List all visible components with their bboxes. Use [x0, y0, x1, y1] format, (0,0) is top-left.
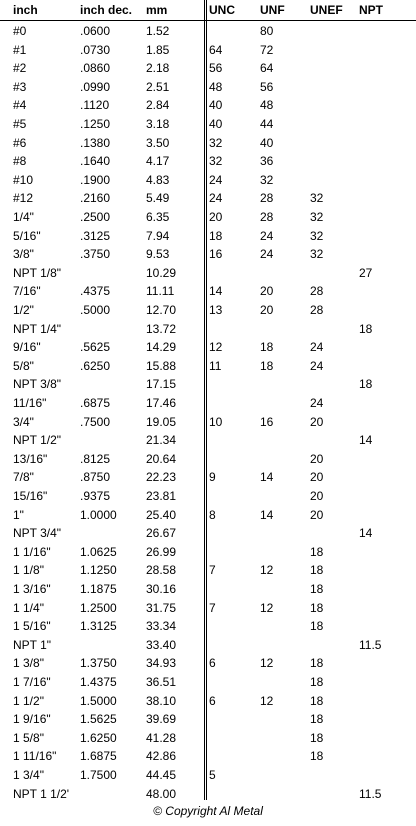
cell-unc: 14 [209, 284, 223, 299]
cell-unef: 24 [310, 358, 324, 373]
cell-inch: 5/16" [13, 228, 41, 243]
cell-inch: NPT 1" [13, 637, 52, 652]
cell-unef: 24 [310, 340, 324, 355]
cell-mm: 36.51 [146, 675, 177, 689]
cell-mm: 26.67 [146, 526, 177, 541]
cell-mm: 30.16 [146, 582, 177, 596]
cell-unf: 28 [260, 191, 274, 206]
header-unef: UNEF [310, 3, 343, 17]
cell-unf: 12 [260, 600, 274, 615]
cell-unf: 44 [260, 117, 274, 131]
cell-mm: 42.86 [146, 749, 177, 764]
cell-mm: 4.83 [146, 172, 170, 187]
cell-inch: 1/4" [13, 210, 34, 224]
cell-unef: 18 [310, 675, 324, 689]
cell-unf: 14 [260, 507, 274, 522]
cell-unf: 72 [260, 42, 274, 57]
cell-inch: 1 1/2" [13, 693, 44, 708]
cell-unf: 28 [260, 210, 274, 224]
copyright-footer: © Copyright Al Metal [153, 804, 263, 818]
cell-inch-decimal: .0990 [80, 79, 111, 94]
cell-mm: 41.28 [146, 730, 177, 745]
cell-mm: 33.40 [146, 637, 177, 652]
cell-unc: 10 [209, 414, 223, 429]
cell-mm: 44.45 [146, 768, 177, 782]
cell-unf: 16 [260, 414, 274, 429]
cell-inch-decimal: .8125 [80, 451, 111, 466]
cell-inch-decimal: .1900 [80, 172, 111, 187]
cell-unf: 12 [260, 693, 274, 708]
cell-mm: 17.46 [146, 396, 177, 410]
cell-unef: 20 [310, 489, 324, 503]
cell-inch: #12 [13, 191, 34, 206]
cell-unc: 16 [209, 247, 223, 262]
cell-inch: #4 [13, 98, 27, 113]
cell-inch-decimal: .1120 [80, 98, 110, 113]
cell-inch: 1 3/16" [13, 582, 51, 596]
cell-mm: 13.72 [146, 321, 177, 336]
cell-unf: 18 [260, 340, 274, 355]
cell-inch: NPT 1/4" [13, 321, 62, 336]
cell-unf: 12 [260, 656, 274, 671]
cell-unef: 18 [310, 563, 324, 578]
cell-unf: 40 [260, 135, 274, 150]
cell-unef: 18 [310, 582, 324, 596]
cell-inch: 1 1/16" [13, 544, 51, 559]
cell-inch: 1 1/4" [13, 600, 44, 615]
cell-unef: 24 [310, 396, 324, 410]
cell-unf: 20 [260, 303, 274, 317]
cell-inch: NPT 3/8" [13, 377, 62, 392]
cell-inch-decimal: .0730 [80, 42, 111, 57]
cell-unc: 13 [209, 303, 223, 317]
cell-unef: 18 [310, 656, 324, 671]
cell-unc: 24 [209, 172, 223, 187]
cell-unc: 7 [209, 563, 216, 578]
cell-inch: #6 [13, 135, 27, 150]
cell-inch-decimal: 1.3750 [80, 656, 117, 671]
cell-inch: #1 [13, 42, 27, 57]
cell-inch-decimal: 1.5625 [80, 712, 117, 727]
cell-mm: 2.84 [146, 98, 170, 113]
cell-inch-decimal: .2160 [80, 191, 111, 206]
cell-inch-decimal: .0860 [80, 61, 111, 76]
cell-unf: 48 [260, 98, 274, 113]
cell-inch: 9/16" [13, 340, 41, 355]
cell-unc: 7 [209, 600, 216, 615]
cell-inch: 5/8" [13, 358, 34, 373]
cell-mm: 3.18 [146, 117, 170, 131]
cell-unf: 80 [260, 24, 274, 38]
cell-unc: 32 [209, 135, 223, 150]
cell-unef: 18 [310, 712, 324, 727]
cell-inch-decimal: .5000 [80, 303, 111, 317]
cell-unef: 32 [310, 210, 324, 224]
cell-inch: #5 [13, 117, 27, 131]
cell-unef: 18 [310, 730, 324, 745]
cell-inch-decimal: 1.1875 [80, 582, 117, 596]
cell-mm: 14.29 [146, 340, 177, 355]
cell-unc: 12 [209, 340, 223, 355]
cell-unf: 36 [260, 154, 274, 169]
cell-unef: 20 [310, 470, 324, 485]
cell-inch-decimal: .9375 [80, 489, 111, 503]
cell-mm: 39.69 [146, 712, 177, 727]
cell-inch-decimal: .7500 [80, 414, 111, 429]
cell-inch: 1 5/8" [13, 730, 44, 745]
cell-inch: #2 [13, 61, 27, 76]
cell-unef: 32 [310, 228, 324, 243]
cell-inch-decimal: .1380 [80, 135, 111, 150]
cell-mm: 33.34 [146, 619, 177, 634]
cell-inch-decimal: 1.4375 [80, 675, 117, 689]
cell-npt: 18 [359, 321, 373, 336]
cell-unf: 18 [260, 358, 274, 373]
cell-npt: 18 [359, 377, 373, 392]
cell-mm: 19.05 [146, 414, 177, 429]
header-unf: UNF [260, 3, 285, 17]
cell-unc: 8 [209, 507, 216, 522]
cell-inch: 1 9/16" [13, 712, 51, 727]
cell-inch-decimal: .6875 [80, 396, 111, 410]
cell-unf: 56 [260, 79, 274, 94]
cell-mm: 20.64 [146, 451, 177, 466]
cell-inch: NPT 1/8" [13, 265, 62, 280]
cell-inch-decimal: 1.1250 [80, 563, 117, 578]
cell-inch: NPT 1 1/2' [13, 786, 70, 801]
cell-unc: 9 [209, 470, 216, 485]
cell-unef: 20 [310, 451, 324, 466]
cell-unc: 5 [209, 768, 216, 782]
cell-inch: 1 1/8" [13, 563, 44, 578]
cell-unf: 20 [260, 284, 274, 299]
cell-inch-decimal: .4375 [80, 284, 111, 299]
cell-unef: 32 [310, 247, 324, 262]
cell-inch-decimal: 1.0000 [80, 507, 117, 522]
cell-unf: 64 [260, 61, 274, 76]
cell-inch-decimal: .3750 [80, 247, 111, 262]
cell-mm: 23.81 [146, 489, 177, 503]
cell-mm: 5.49 [146, 191, 170, 206]
cell-mm: 22.23 [146, 470, 177, 485]
cell-unc: 6 [209, 656, 216, 671]
cell-inch-decimal: .1640 [80, 154, 111, 169]
cell-unc: 32 [209, 154, 223, 169]
column-divider-unc [204, 0, 205, 800]
cell-inch-decimal: 1.7500 [80, 768, 117, 782]
cell-mm: 12.70 [146, 303, 177, 317]
cell-inch: 3/4" [13, 414, 34, 429]
cell-unc: 40 [209, 117, 223, 131]
cell-inch: 15/16" [13, 489, 48, 503]
cell-inch: #10 [13, 172, 34, 187]
cell-unef: 32 [310, 191, 324, 206]
cell-unc: 64 [209, 42, 223, 57]
cell-inch: 11/16" [13, 396, 47, 410]
cell-unc: 56 [209, 61, 223, 76]
cell-inch-decimal: .3125 [80, 228, 111, 243]
cell-inch-decimal: .0600 [80, 24, 111, 38]
cell-unef: 28 [310, 284, 324, 299]
cell-unc: 11 [209, 358, 222, 373]
cell-mm: 3.50 [146, 135, 170, 150]
cell-unf: 12 [260, 563, 274, 578]
cell-mm: 2.18 [146, 61, 170, 76]
cell-inch-decimal: 1.0625 [80, 544, 117, 559]
header-npt: NPT [359, 3, 383, 17]
cell-mm: 25.40 [146, 507, 177, 522]
cell-npt: 14 [359, 433, 373, 448]
cell-mm: 11.11 [146, 284, 175, 299]
cell-mm: 10.29 [146, 265, 177, 280]
cell-unef: 20 [310, 414, 324, 429]
cell-inch: 1 3/8" [13, 656, 44, 671]
cell-inch: #8 [13, 154, 27, 169]
cell-mm: 28.58 [146, 563, 177, 578]
cell-inch-decimal: 1.3125 [80, 619, 117, 634]
cell-inch-decimal: 1.6875 [80, 749, 117, 764]
cell-unc: 20 [209, 210, 223, 224]
header-inch-decimal: inch dec. [80, 3, 133, 17]
cell-mm: 48.00 [146, 786, 177, 801]
cell-npt: 11.5 [359, 637, 382, 652]
cell-unc: 6 [209, 693, 216, 708]
cell-inch: #0 [13, 24, 27, 38]
cell-unc: 40 [209, 98, 223, 113]
cell-inch: #3 [13, 79, 27, 94]
header-divider [0, 20, 416, 21]
cell-inch-decimal: .2500 [80, 210, 111, 224]
cell-inch-decimal: .5625 [80, 340, 111, 355]
cell-inch: 1 11/16" [13, 749, 57, 764]
cell-inch-decimal: .1250 [80, 117, 111, 131]
cell-mm: 7.94 [146, 228, 170, 243]
cell-inch-decimal: .6250 [80, 358, 111, 373]
cell-mm: 1.52 [146, 24, 170, 38]
cell-unef: 18 [310, 619, 324, 634]
cell-mm: 6.35 [146, 210, 170, 224]
column-divider-unc-double [206, 0, 207, 800]
cell-unef: 18 [310, 600, 324, 615]
cell-mm: 15.88 [146, 358, 177, 373]
cell-npt: 11.5 [359, 786, 382, 801]
cell-unef: 18 [310, 693, 324, 708]
cell-unef: 18 [310, 544, 324, 559]
cell-mm: 2.51 [146, 79, 170, 94]
cell-inch: 7/8" [13, 470, 34, 485]
cell-unef: 18 [310, 749, 324, 764]
cell-inch: 3/8" [13, 247, 34, 262]
header-mm: mm [146, 3, 168, 17]
cell-npt: 27 [359, 265, 373, 280]
cell-unf: 24 [260, 247, 274, 262]
cell-mm: 21.34 [146, 433, 177, 448]
cell-mm: 1.85 [146, 42, 170, 57]
cell-mm: 34.93 [146, 656, 177, 671]
cell-mm: 17.15 [146, 377, 177, 392]
cell-unf: 14 [260, 470, 274, 485]
cell-unf: 32 [260, 172, 274, 187]
cell-mm: 26.99 [146, 544, 177, 559]
cell-unc: 24 [209, 191, 223, 206]
cell-mm: 9.53 [146, 247, 170, 262]
cell-inch: 13/16" [13, 451, 48, 466]
cell-unef: 20 [310, 507, 324, 522]
cell-inch: 1" [13, 507, 24, 522]
cell-inch: 7/16" [13, 284, 41, 299]
cell-unf: 24 [260, 228, 274, 243]
cell-npt: 14 [359, 526, 373, 541]
cell-inch-decimal: 1.6250 [80, 730, 117, 745]
header-unc: UNC [209, 3, 235, 17]
cell-inch: 1 7/16" [13, 675, 51, 689]
cell-inch: NPT 3/4" [13, 526, 62, 541]
cell-inch: NPT 1/2" [13, 433, 62, 448]
cell-inch-decimal: 1.2500 [80, 600, 117, 615]
cell-mm: 4.17 [146, 154, 170, 169]
cell-inch-decimal: 1.5000 [80, 693, 117, 708]
cell-inch: 1 3/4" [13, 768, 44, 782]
cell-mm: 31.75 [146, 600, 177, 615]
header-inch: inch [13, 3, 38, 17]
cell-inch: 1 5/16" [13, 619, 51, 634]
cell-unc: 18 [209, 228, 223, 243]
cell-mm: 38.10 [146, 693, 177, 708]
cell-inch-decimal: .8750 [80, 470, 111, 485]
cell-unef: 28 [310, 303, 324, 317]
cell-inch: 1/2" [13, 303, 34, 317]
cell-unc: 48 [209, 79, 223, 94]
